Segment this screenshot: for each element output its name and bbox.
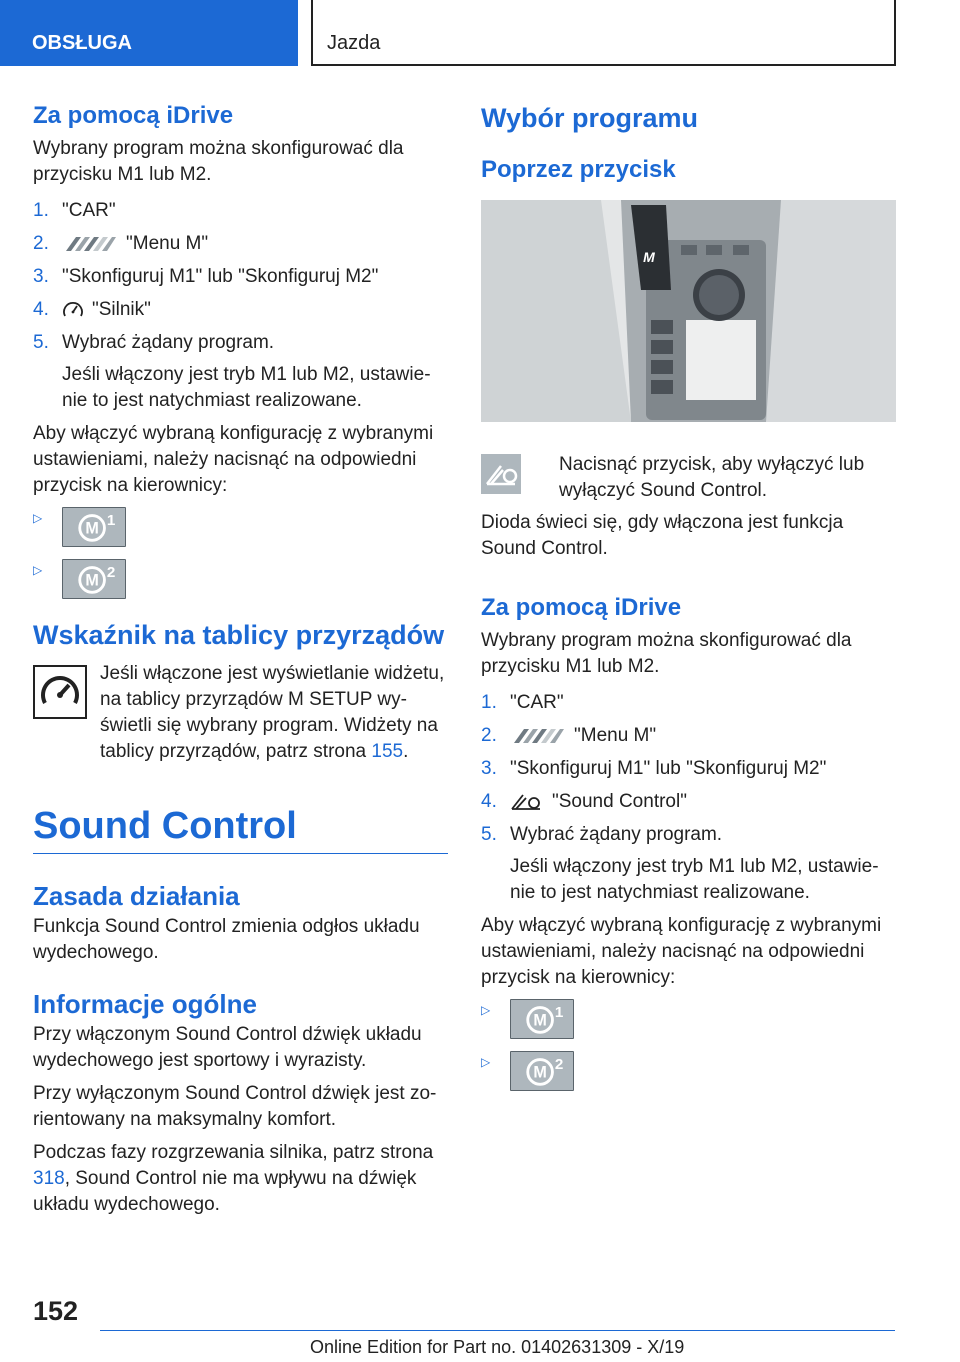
indicator-block: Jeśli włączone jest wyświetlanie widżetu, na tablicy przyrządów M SETUP wyświetli się wybrany program. Widżety na tablicy przyrządów, patrz strona 155. bbox=[33, 661, 448, 765]
program-select-heading: Wybór programu bbox=[481, 103, 699, 133]
steps-list-left bbox=[33, 198, 448, 356]
m-menu-icon bbox=[62, 236, 118, 252]
sound-control-icon bbox=[510, 791, 544, 813]
section-frame bbox=[311, 0, 896, 66]
engine-gauge-icon bbox=[62, 300, 84, 320]
page-link-155[interactable]: 155 bbox=[371, 741, 404, 762]
chapter-tab bbox=[0, 0, 298, 66]
activate-text-right: Aby włączyć wybraną konfigurację z wybranymi ustawieniami, należy nacisnąć na odpowiedni przycisk na kierownicy: bbox=[481, 915, 882, 988]
m1-button-icon bbox=[510, 999, 574, 1039]
triangle-bullet-icon: ▷ bbox=[33, 511, 43, 525]
triangle-bullet-icon: ▷ bbox=[33, 563, 43, 577]
button-row-m2-left bbox=[33, 559, 448, 599]
svg-text:M: M bbox=[85, 571, 99, 590]
section-label: Jazda bbox=[327, 32, 381, 54]
svg-text:1: 1 bbox=[554, 1004, 564, 1022]
general-text-1: Przy włączonym Sound Control dźwięk układu wydechowego jest sportowy i wyrazisty. bbox=[33, 1024, 422, 1071]
button-row-m1-right bbox=[481, 999, 896, 1039]
general-text-3: Podczas fazy rozgrzewania silnika, patrz strona 318, Sound Control nie ma wpływu na dźwięk układu wydechowego. bbox=[33, 1142, 434, 1215]
left-column bbox=[33, 100, 448, 1225]
steps-list-right bbox=[481, 690, 896, 848]
svg-text:M: M bbox=[533, 1063, 547, 1082]
svg-text:M: M bbox=[643, 249, 655, 265]
sound-control-heading: Sound Control bbox=[33, 805, 297, 847]
m-menu-icon bbox=[510, 728, 566, 744]
svg-text:M: M bbox=[85, 519, 99, 538]
speedometer-icon bbox=[33, 665, 87, 719]
idrive-intro-left: Wybrany program można skonfigurować dla przycisku M1 lub M2. bbox=[33, 138, 404, 185]
general-text-2: Przy wyłączonym Sound Control dźwięk jest zorientowany na maksymalny komfort. bbox=[33, 1083, 437, 1130]
m2-button-icon bbox=[62, 559, 126, 599]
idrive-intro-right: Wybrany program można skonfigurować dla przycisku M1 lub M2. bbox=[481, 630, 852, 677]
page-number: 152 bbox=[33, 1296, 79, 1326]
svg-text:2: 2 bbox=[106, 564, 116, 582]
m2-button-icon bbox=[510, 1051, 574, 1091]
sound-control-button-icon bbox=[481, 454, 521, 494]
list-item: 3. "Skonfiguruj M1" lub "Skonfiguruj M2" bbox=[33, 266, 379, 287]
button-row-m1-left bbox=[33, 507, 448, 547]
list-item: 5. Wybrać żądany program. bbox=[481, 824, 723, 845]
svg-text:2: 2 bbox=[554, 1056, 564, 1074]
list-item: 5. Wybrać żądany program. bbox=[33, 332, 275, 353]
principle-heading: Zasada działania bbox=[33, 881, 240, 911]
idrive-heading-right: Za pomocą iDrive bbox=[481, 594, 682, 621]
principle-text: Funkcja Sound Control zmienia odgłos układu wydechowego. bbox=[33, 916, 420, 963]
m1-button-icon bbox=[62, 507, 126, 547]
triangle-bullet-icon: ▷ bbox=[481, 1055, 491, 1069]
edition-note: Online Edition for Part no. 01402631309 - X/19 bbox=[310, 1337, 685, 1357]
footer-divider bbox=[100, 1330, 895, 1331]
activate-text-left: Aby włączyć wybraną konfigurację z wybranymi ustawieniami, należy nacisnąć na odpowiedni przycisk na kierownicy: bbox=[33, 423, 434, 496]
list-item: 4. "Sound Control" bbox=[481, 791, 687, 812]
svg-text:M: M bbox=[533, 1011, 547, 1030]
step5-note-right: Jeśli włączony jest tryb M1 lub M2, ustawienie to jest natychmiast realizowane. bbox=[510, 856, 879, 903]
step5-note-left: Jeśli włączony jest tryb M1 lub M2, ustawienie to jest natychmiast realizowane. bbox=[62, 364, 431, 411]
page-link-318[interactable]: 318 bbox=[33, 1168, 65, 1189]
chapter-label: OBSŁUGA bbox=[32, 32, 132, 54]
center-console-photo bbox=[481, 200, 896, 422]
indicator-heading: Wskaźnik na tablicy przyrządów bbox=[33, 620, 445, 650]
right-column bbox=[481, 100, 896, 1103]
svg-text:1: 1 bbox=[106, 512, 116, 530]
list-item: 4. "Silnik" bbox=[33, 299, 151, 320]
heading-divider bbox=[33, 853, 448, 854]
button-subheading: Poprzez przycisk bbox=[481, 156, 676, 183]
led-text: Dioda świeci się, gdy włączona jest funkcja Sound Control. bbox=[481, 512, 844, 559]
list-item: 1. "CAR" bbox=[33, 200, 116, 221]
list-item: 3. "Skonfiguruj M1" lub "Skonfiguruj M2" bbox=[481, 758, 827, 779]
idrive-heading-left: Za pomocą iDrive bbox=[33, 102, 234, 129]
button-row-m2-right bbox=[481, 1051, 896, 1091]
list-item: 1. "CAR" bbox=[481, 692, 564, 713]
list-item: 2. "Menu M" bbox=[33, 233, 209, 254]
triangle-bullet-icon: ▷ bbox=[481, 1003, 491, 1017]
general-heading: Informacje ogólne bbox=[33, 989, 257, 1019]
sound-button-block: Nacisnąć przycisk, aby wyłączyć lub wyłączyć Sound Control. bbox=[481, 452, 896, 504]
list-item: 2. "Menu M" bbox=[481, 725, 657, 746]
